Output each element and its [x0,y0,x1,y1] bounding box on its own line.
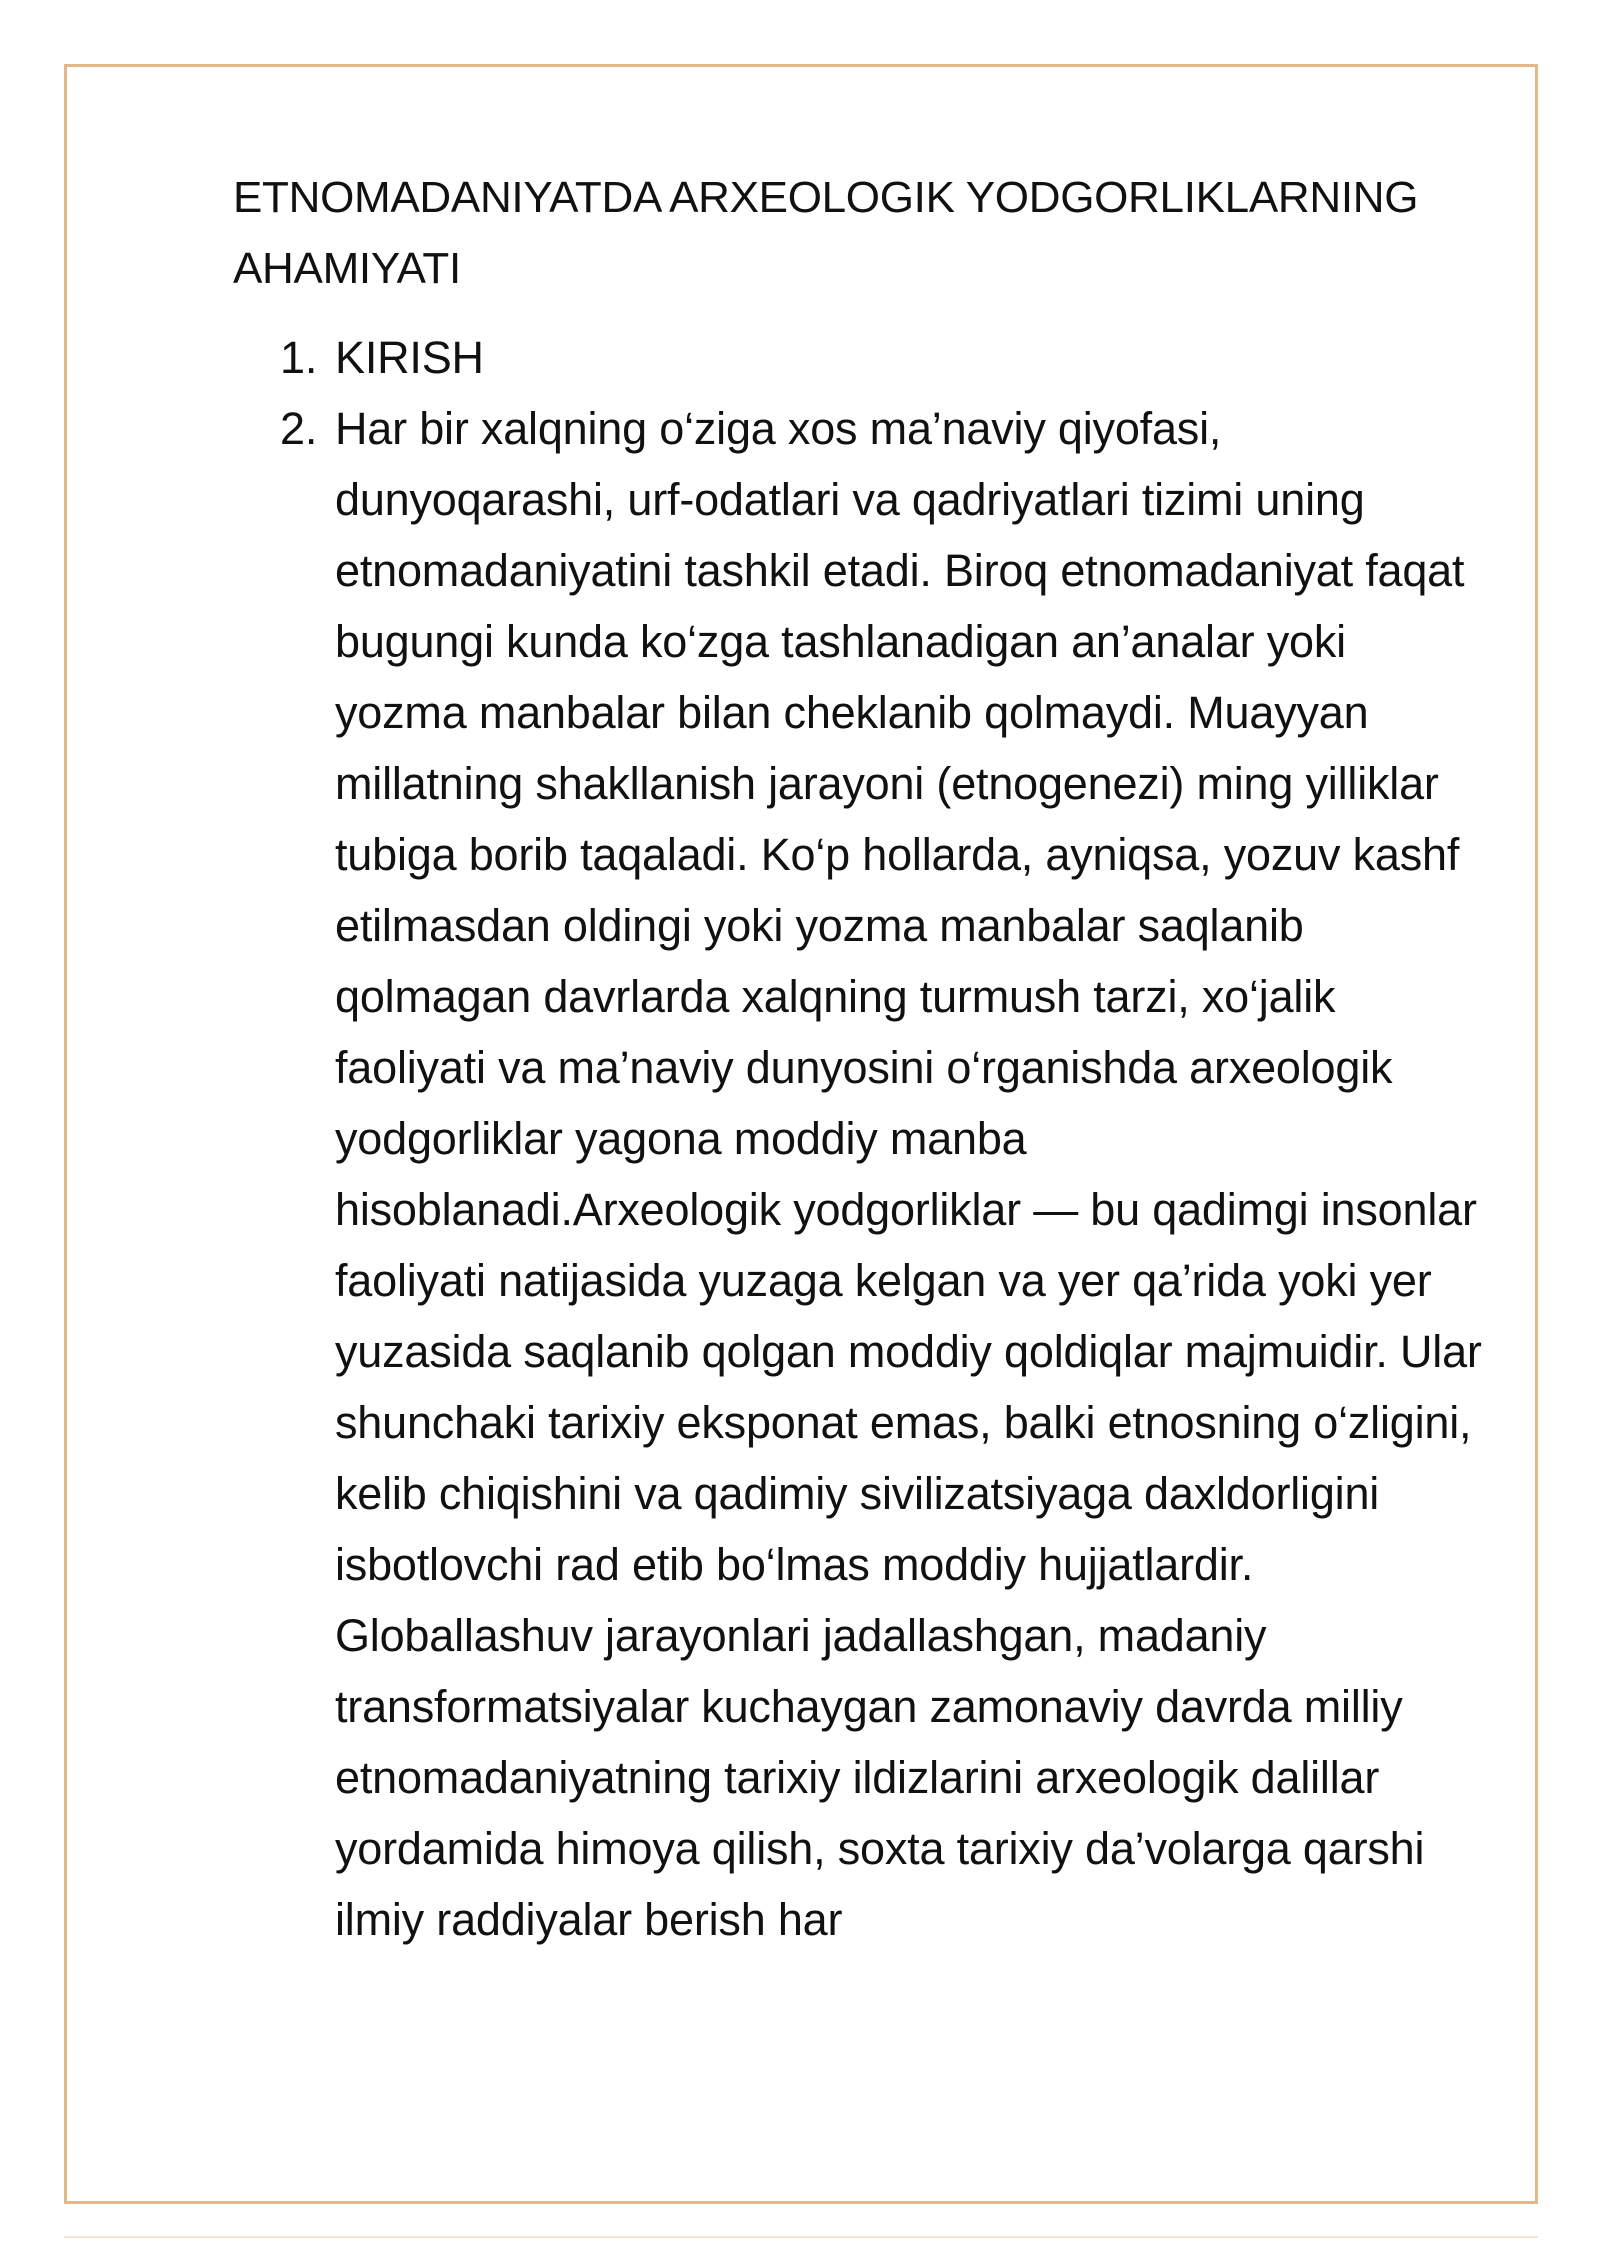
list-item-text: Har bir xalqning o‘ziga xos ma’naviy qiyofasi, dunyoqarashi, urf-odatlari va qadriyatlari tizimi uning etnomadaniyatini tashkil etadi. Biroq etnomadaniyat faqat bugungi kunda ko‘zga tashlanadigan an’analar yoki yozma manbalar bilan cheklanib qolmaydi. Muayyan millatning shakllanish jarayoni (etnogenezi) ming yilliklar tubiga borib taqaladi. Ko‘p hollarda, ayniqsa, yozuv kashf etilmasdan oldingi yoki yozma manbalar saqlanib qolmagan davrlarda xalqning turmush tarzi, xo‘jalik faoliyati va ma’naviy dunyosini o‘rganishda arxeologik yodgorliklar yagona moddiy manba hisoblanadi.Arxeologik yodgorliklar — bu qadimgi insonlar faoliyati natijasida yuzaga kelgan va yer qa’rida yoki yer yuzasida saqlanib qolgan moddiy qoldiqlar majmuidir. Ular shunchaki tarixiy eksponat emas, balki etnosning o‘zligini, kelib chiqishini va qadimiy sivilizatsiyaga daxldorligini isbotlovchi rad etib bo‘lmas moddiy hujjatlardir. Globallashuv jarayonlari jadallashgan, madaniy transformatsiyalar kuchaygan zamonaviy davrda milliy etnomadaniyatning tarixiy ildizlarini arxeologik dalillar yordamida himoya qilish, soxta tarixiy da’volarga qarshi ilmiy raddiyalar berish har [335,403,1482,1945]
list-item [233,393,1483,1955]
page-bottom-divider [64,2236,1538,2238]
document-title: ETNOMADANIYATDA ARXEOLOGIK YODGORLIKLARNING AHAMIYATI [233,173,1419,293]
document-content [233,162,1483,1955]
document-page [64,64,1538,2204]
list-item [233,322,1483,393]
list-item-text: KIRISH [335,332,484,383]
section-list [233,322,1483,1955]
list-item-number: 2. [280,403,318,454]
list-item-number: 1. [280,332,318,383]
